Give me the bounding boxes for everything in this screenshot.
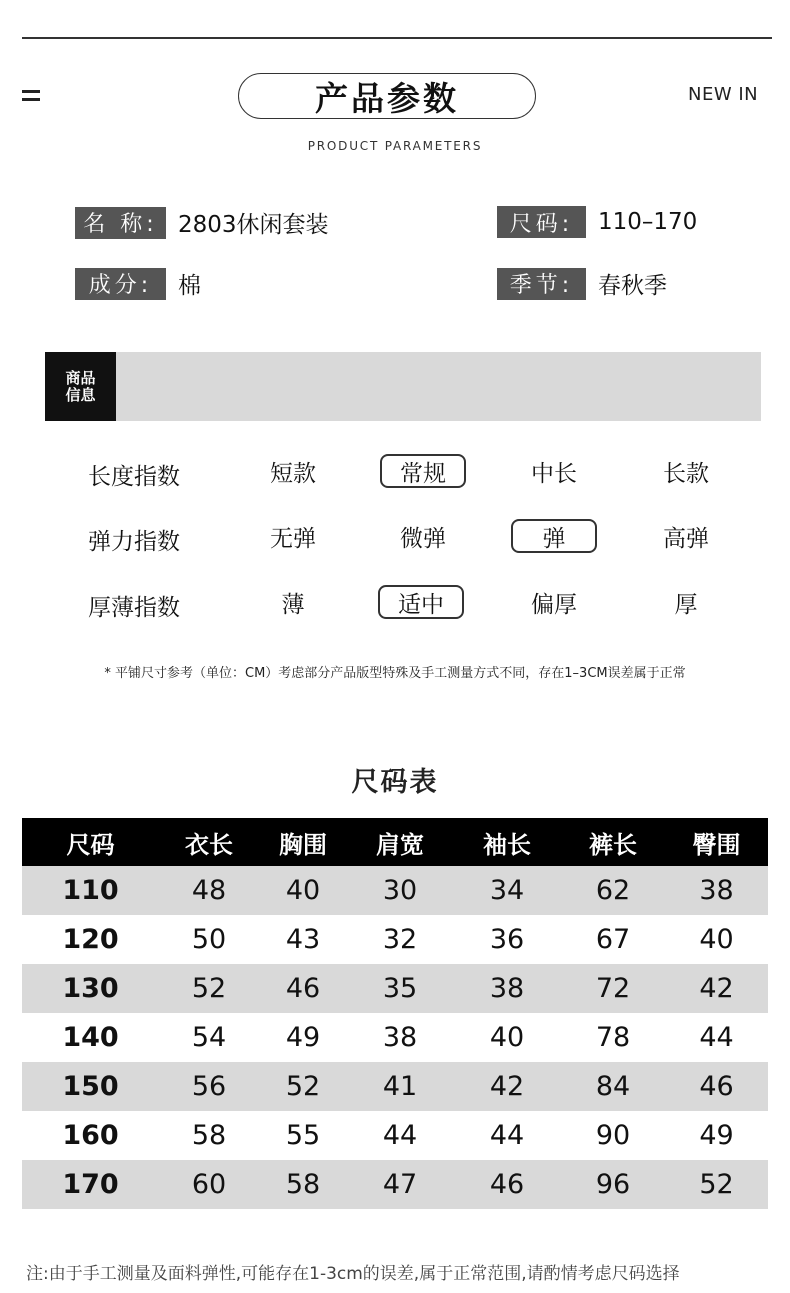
menu-icon-bar [22, 90, 40, 93]
table-row [22, 1013, 768, 1062]
header-cell: 肩宽 [376, 830, 424, 859]
attr-option: 厚 [674, 591, 698, 618]
attr-label: 厚薄指数 [88, 595, 180, 621]
header-cell: 胸围 [279, 830, 327, 859]
table-cell: 40 [699, 924, 734, 955]
attr-option: 微弹 [400, 525, 446, 552]
table-cell: 43 [285, 924, 321, 955]
product-info-badge [45, 352, 116, 421]
attr-option-selected: 适中 [378, 585, 464, 619]
menu-icon[interactable] [22, 90, 40, 102]
header-cell: 衣长 [185, 830, 233, 859]
table-cell: 84 [595, 1071, 631, 1102]
table-cell: 62 [595, 875, 631, 906]
param-name-label: 名 称: [75, 207, 166, 239]
table-cell: 46 [489, 1169, 525, 1200]
header-cell: 臀围 [692, 830, 741, 859]
table-cell: 30 [382, 875, 418, 906]
attr-option: 无弹 [270, 525, 316, 552]
header-cell: 裤长 [589, 830, 637, 859]
table-cell: 52 [191, 973, 227, 1004]
param-material-label: 成分: [75, 268, 166, 300]
table-cell: 44 [382, 1120, 418, 1151]
measure-note: * 平铺尺寸参考（单位：CM）考虑部分产品版型特殊及手工测量方式不同，存在1–3CM误差属于正常 [104, 666, 686, 681]
attr-option-selected: 弹 [511, 519, 597, 553]
param-size [497, 206, 697, 238]
table-cell: 46 [699, 1071, 734, 1102]
attr-row-elasticity [0, 517, 790, 557]
table-cell: 90 [595, 1120, 631, 1151]
table-cell: 35 [382, 973, 418, 1004]
attr-option: 薄 [281, 591, 305, 618]
table-cell: 150 [62, 1071, 119, 1102]
table-cell: 40 [285, 875, 321, 906]
table-cell: 55 [285, 1120, 321, 1151]
table-cell: 58 [191, 1120, 227, 1151]
table-cell: 54 [191, 1022, 227, 1053]
header-cell: 尺码 [66, 830, 115, 859]
table-cell: 110 [62, 875, 119, 906]
table-row [22, 964, 768, 1013]
info-badge-line1: 商品 [65, 368, 96, 387]
table-cell: 44 [489, 1120, 525, 1151]
attr-option-selected: 常规 [380, 454, 466, 488]
product-info-bar [45, 352, 761, 421]
table-cell: 46 [285, 973, 321, 1004]
table-cell: 42 [699, 973, 734, 1004]
table-cell: 49 [699, 1120, 734, 1151]
attr-option: 中长 [531, 460, 577, 487]
table-cell: 40 [489, 1022, 525, 1053]
table-row [22, 1111, 768, 1160]
table-cell: 160 [62, 1120, 119, 1151]
top-divider [22, 37, 772, 39]
attr-label: 长度指数 [88, 464, 180, 490]
param-season [497, 267, 667, 300]
table-cell: 50 [191, 924, 227, 955]
param-season-label: 季节: [497, 268, 586, 300]
table-cell: 34 [489, 875, 525, 906]
table-cell: 130 [62, 973, 119, 1004]
table-cell: 58 [285, 1169, 321, 1200]
attr-row-thickness [0, 583, 790, 623]
size-table [22, 818, 768, 1209]
table-cell: 38 [489, 973, 525, 1004]
table-row [22, 915, 768, 964]
attr-option: 高弹 [663, 525, 709, 552]
table-header-row [22, 818, 768, 866]
new-in-label: NEW IN [688, 84, 759, 105]
size-table-title: 尺码表 [351, 767, 439, 798]
page-subtitle: PRODUCT PARAMETERS [307, 139, 483, 153]
param-name-value: 2803休闲套装 [178, 212, 329, 238]
param-material [75, 267, 201, 300]
header-cell: 袖长 [483, 830, 531, 859]
table-cell: 52 [285, 1071, 321, 1102]
table-cell: 32 [382, 924, 418, 955]
table-cell: 48 [191, 875, 227, 906]
info-badge-line2: 信息 [65, 385, 96, 404]
table-cell: 78 [595, 1022, 631, 1053]
table-cell: 72 [595, 973, 631, 1004]
attr-label: 弹力指数 [88, 529, 180, 555]
table-cell: 38 [699, 875, 734, 906]
table-cell: 52 [699, 1169, 734, 1200]
table-cell: 47 [382, 1169, 418, 1200]
param-season-value: 春秋季 [598, 273, 667, 299]
table-cell: 96 [595, 1169, 631, 1200]
table-cell: 60 [191, 1169, 227, 1200]
attr-option: 长款 [663, 460, 709, 487]
table-row [22, 1160, 768, 1209]
table-row [22, 866, 768, 915]
table-cell: 41 [382, 1071, 418, 1102]
menu-icon-bar [22, 98, 40, 101]
table-cell: 36 [489, 924, 525, 955]
attr-option: 短款 [270, 460, 316, 487]
table-cell: 42 [489, 1071, 525, 1102]
footer-note: 注:由于手工测量及面料弹性,可能存在1-3cm的误差,属于正常范围,请酌情考虑尺码选择 [26, 1264, 680, 1284]
attr-option: 偏厚 [531, 591, 577, 618]
table-cell: 38 [382, 1022, 418, 1053]
table-cell: 56 [191, 1071, 227, 1102]
table-cell: 49 [285, 1022, 321, 1053]
page-title: 产品参数 [238, 73, 536, 119]
param-name [75, 206, 329, 239]
attr-row-length [0, 452, 790, 492]
param-size-label: 尺码: [497, 206, 586, 238]
table-cell: 44 [699, 1022, 734, 1053]
table-row [22, 1062, 768, 1111]
table-cell: 170 [62, 1169, 119, 1200]
param-size-value: 110–170 [598, 209, 698, 235]
table-cell: 140 [62, 1022, 119, 1053]
table-cell: 120 [62, 924, 119, 955]
table-cell: 67 [595, 924, 631, 955]
param-material-value: 棉 [178, 273, 201, 299]
